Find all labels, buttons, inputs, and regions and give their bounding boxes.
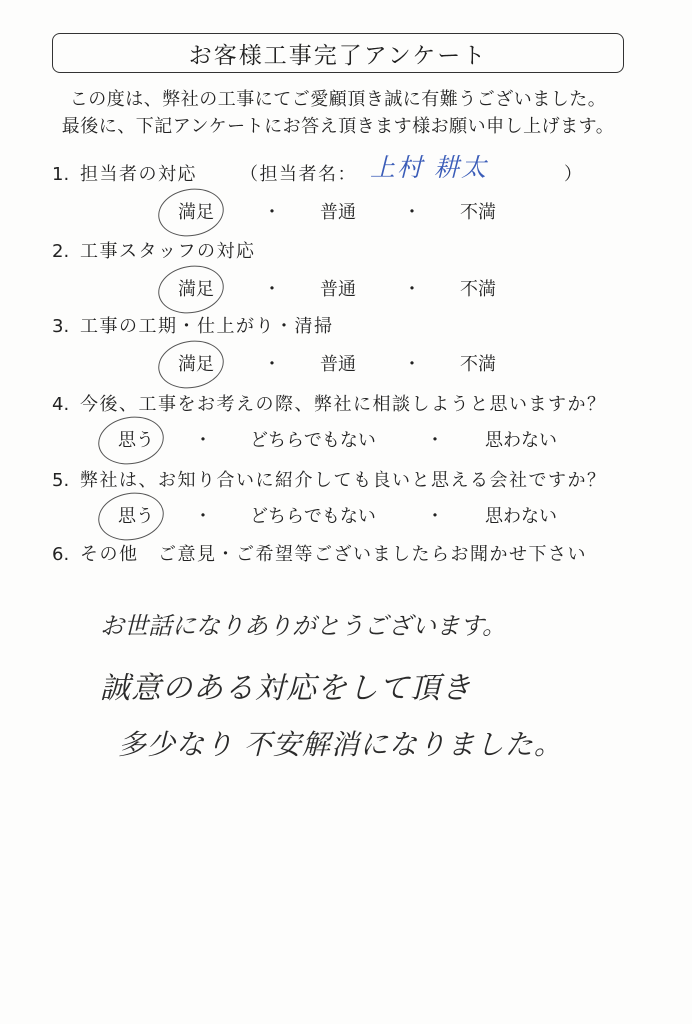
question-3-options: [0, 353, 692, 377]
option-undecided: どちらでもない: [250, 506, 376, 527]
option-separator: ・: [403, 202, 421, 223]
option-separator: ・: [426, 506, 444, 527]
option-no: 思わない: [485, 506, 557, 527]
option-dissatisfied: 不満: [460, 202, 496, 223]
option-separator: ・: [426, 430, 444, 451]
option-no: 思わない: [485, 430, 557, 451]
option-separator: ・: [194, 430, 212, 451]
handwritten-comment-line-2: 誠意のある対応をして頂き: [100, 671, 472, 706]
option-neutral: 普通: [320, 202, 356, 223]
option-satisfied: 満足: [178, 202, 214, 223]
question-number: 3.: [52, 316, 70, 337]
question-text: その他 ご意見・ご希望等ございましたらお聞かせ下さい: [80, 544, 587, 565]
question-text: 担当者の対応: [80, 164, 197, 185]
staff-name-label: （担当者名：: [240, 164, 357, 185]
handwritten-comment-line-3: 多少なり 不安解消になりました。: [118, 728, 563, 761]
option-satisfied: 満足: [178, 279, 214, 300]
question-text: 今後、工事をお考えの際、弊社に相談しようと思いますか？: [80, 394, 607, 415]
question-3: [52, 315, 652, 339]
question-5: [52, 469, 652, 493]
question-number: 5.: [52, 470, 70, 491]
option-neutral: 普通: [320, 279, 356, 300]
question-1: [52, 153, 652, 187]
option-separator: ・: [194, 506, 212, 527]
question-number: 1.: [52, 164, 70, 185]
question-text: 工事スタッフの対応: [80, 241, 256, 262]
intro-line-2: 最後に、下記アンケートにお答え頂きます様お願い申し上げます。: [61, 116, 615, 137]
option-dissatisfied: 不満: [460, 354, 496, 375]
survey-title: お客様工事完了アンケート: [52, 33, 624, 73]
option-separator: ・: [403, 279, 421, 300]
question-number: 6.: [52, 544, 70, 565]
question-4: [52, 393, 652, 417]
option-separator: ・: [403, 354, 421, 375]
staff-name-close-paren: ）: [564, 164, 582, 185]
option-undecided: どちらでもない: [250, 430, 376, 451]
question-number: 2.: [52, 241, 70, 262]
intro-line-1: この度は、弊社の工事にてご愛顧頂き誠に有難うございました。: [69, 89, 607, 110]
question-6: [52, 543, 652, 567]
staff-name-handwritten: 上村 耕太: [370, 153, 488, 182]
question-text: 工事の工期・仕上がり・清掃: [80, 316, 334, 337]
question-2-options: [0, 278, 692, 302]
question-text: 弊社は、お知り合いに紹介しても良いと思える会社ですか？: [80, 470, 607, 491]
option-satisfied: 満足: [178, 354, 214, 375]
question-5-options: [0, 505, 692, 529]
question-number: 4.: [52, 394, 70, 415]
option-separator: ・: [263, 354, 281, 375]
option-neutral: 普通: [320, 354, 356, 375]
option-separator: ・: [263, 202, 281, 223]
option-yes: 思う: [118, 506, 154, 527]
option-separator: ・: [263, 279, 281, 300]
option-yes: 思う: [118, 430, 154, 451]
question-1-options: [0, 201, 692, 225]
question-4-options: [0, 429, 692, 453]
question-2: [52, 240, 652, 264]
option-dissatisfied: 不満: [460, 279, 496, 300]
handwritten-comment-line-1: お世話になりありがとうございます。: [100, 612, 507, 640]
